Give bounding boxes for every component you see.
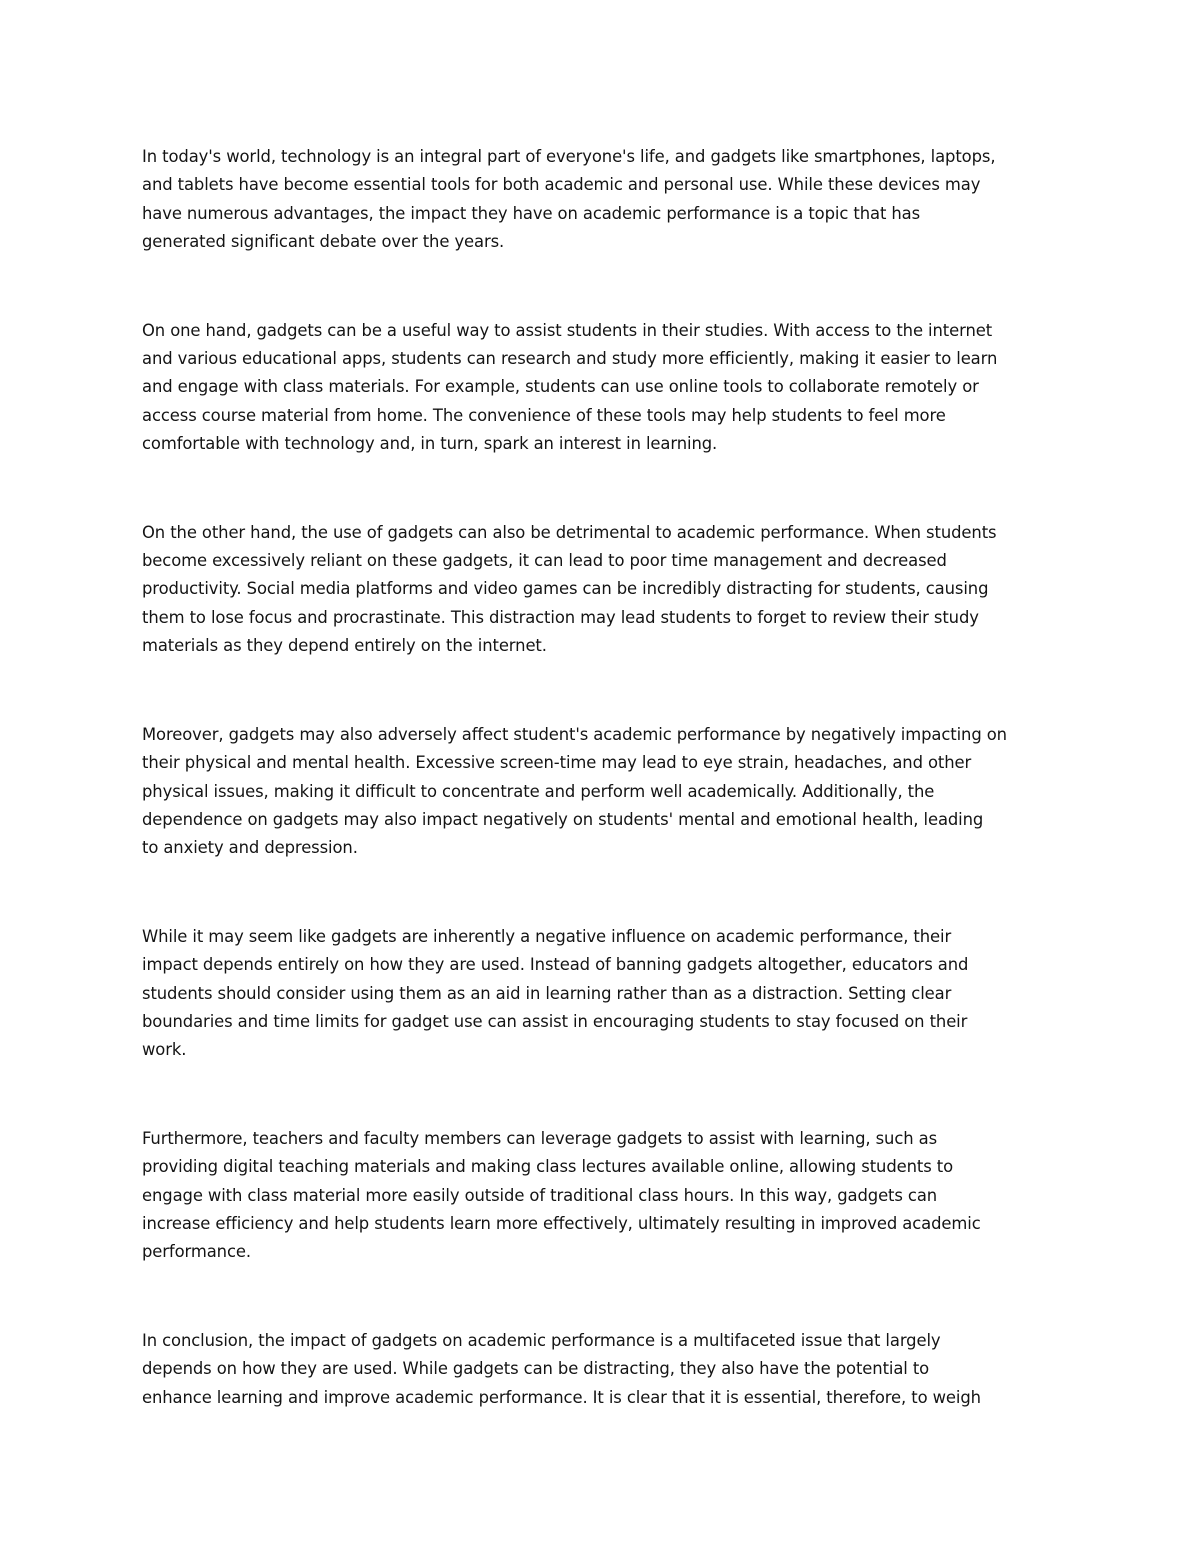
paragraph-spacer <box>142 459 1067 519</box>
paragraph-spacer <box>142 1065 1067 1125</box>
document-body <box>142 143 1067 1412</box>
paragraph-benefits: On one hand, gadgets can be a useful way to assist students in their studies. With access to the internet and various educational apps, students can research and study more efficiently, making it easier to learn and engage with class materials. For example, students can use online tools to collaborate remotely or access course material from home. The convenience of these tools may help students to feel more comfortable with technology and, in turn, spark an interest in learning. <box>142 320 998 454</box>
paragraph-spacer <box>142 257 1067 317</box>
paragraph-conclusion: In conclusion, the impact of gadgets on academic performance is a multifaceted issue that largely depends on how they are used. While gadgets can be distracting, they also have the potential to enhance learning and improve academic performance. It is clear that it is essential, therefore, to weigh <box>142 1330 981 1407</box>
paragraph-drawbacks: On the other hand, the use of gadgets can also be detrimental to academic performance. When students become excessively reliant on these gadgets, it can lead to poor time management and decreased productivity. Social media platforms and video games can be incredibly distracting for students, causing them to lose focus and procrastinate. This distraction may lead students to forget to review their study materials as they depend entirely on the internet. <box>142 522 997 656</box>
paragraph-teachers: Furthermore, teachers and faculty members can leverage gadgets to assist with learning, such as providing digital teaching materials and making class lectures available online, allowing students to engage with class material more easily outside of traditional class hours. In this way, gadgets can increase efficiency and help students learn more effectively, ultimately resulting in improved academic performance. <box>142 1128 981 1262</box>
paragraph-spacer <box>142 661 1067 721</box>
paragraph-health: Moreover, gadgets may also adversely affect student's academic performance by negatively impacting on their physical and mental health. Excessive screen-time may lead to eye strain, headaches, and other physical issues, making it difficult to concentrate and perform well academically. Additionally, the dependence on gadgets may also impact negatively on students' mental and emotional health, leading to anxiety and depression. <box>142 724 1007 858</box>
paragraph-usage: While it may seem like gadgets are inherently a negative influence on academic performance, their impact depends entirely on how they are used. Instead of banning gadgets altogether, educators and students should consider using them as an aid in learning rather than as a distraction. Setting clear boundaries and time limits for gadget use can assist in encouraging students to stay focused on their work. <box>142 926 969 1060</box>
paragraph-spacer <box>142 1267 1067 1327</box>
paragraph-intro: In today's world, technology is an integral part of everyone's life, and gadgets like smartphones, laptops, and tablets have become essential tools for both academic and personal use. While these devices may have numerous advantages, the impact they have on academic performance is a topic that has generated significant debate over the years. <box>142 147 996 252</box>
paragraph-spacer <box>142 863 1067 923</box>
